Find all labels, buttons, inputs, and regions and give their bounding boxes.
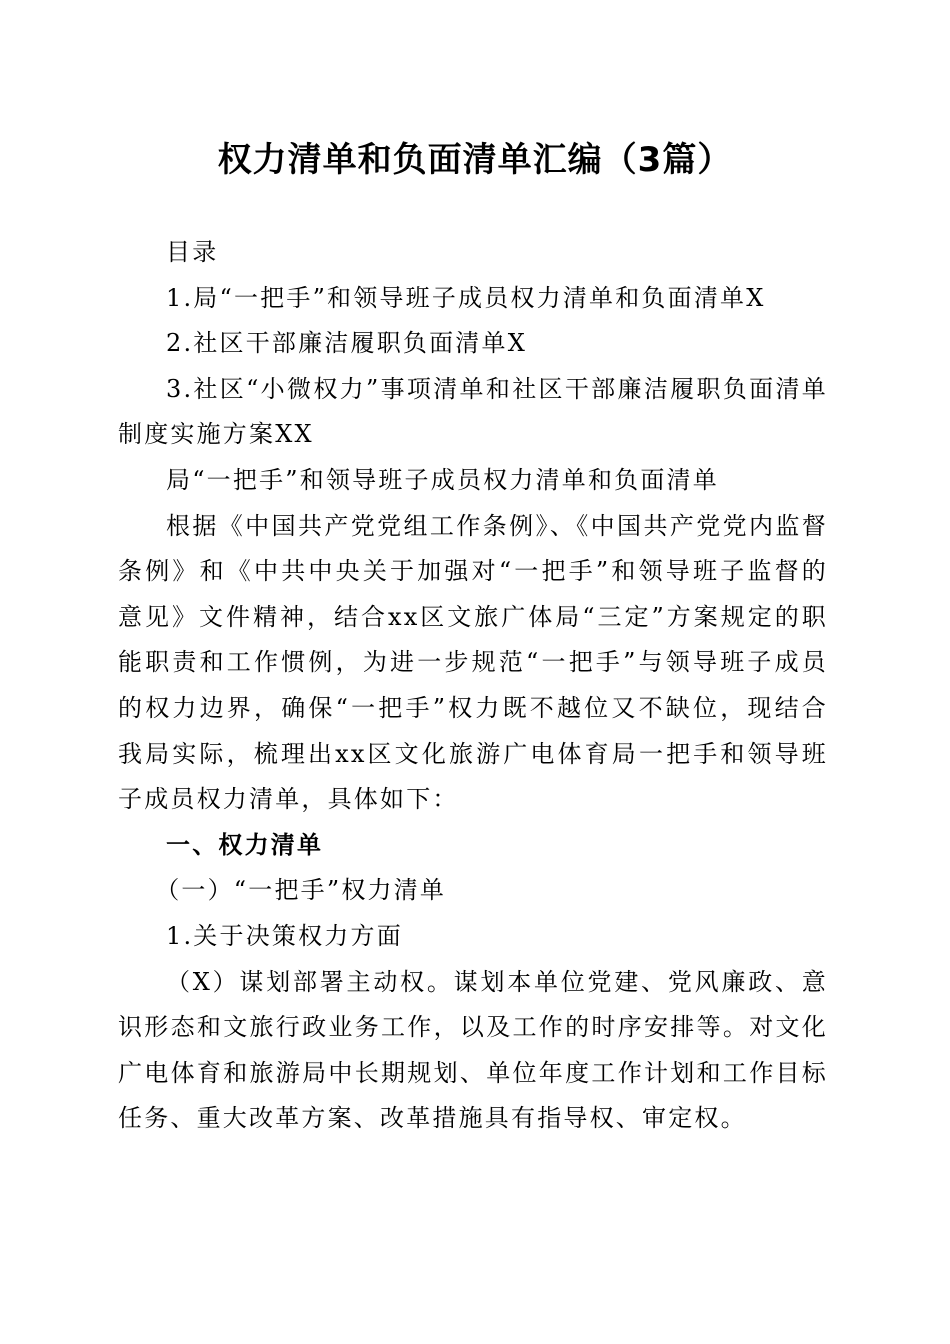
body-paragraph: （X）谋划部署主动权。谋划本单位党建、党风廉政、意识形态和文旅行政业务工作，以及工作的时序安排等。对文化广电体育和旅游局中长期规划、单位年度工作计划和工作目标任务、重大改革方案、改革措施具有指导权、审定权。 — [118, 967, 828, 1133]
toc-label: 目录 — [166, 238, 219, 266]
document-body — [118, 230, 828, 1142]
heading-decision-power: 1.关于决策权力方面 — [166, 921, 403, 950]
toc-item-1: 1.局“一把手”和领导班子成员权力清单和负面清单X — [166, 283, 766, 312]
intro-paragraph: 根据《中国共产党党组工作条例》、《中国共产党党内监督条例》和《中共中央关于加强对“一把手”和领导班子监督的意见》文件精神，结合xx区文旅广体局“三定”方案规定的职能职责和工作惯例，为进一步规范“一把手”与领导班子成员的权力边界，确保“一把手”权力既不越位又不缺位，现结合我局实际，梳理出xx区文化旅游广电体育局一把手和领导班子成员权力清单，具体如下： — [118, 511, 828, 814]
heading-leader-power-list: （一）“一把手”权力清单 — [155, 876, 447, 905]
toc-item-3: 3.社区“小微权力”事项清单和社区干部廉洁履职负面清单制度实施方案XX — [118, 374, 828, 449]
toc-item-2: 2.社区干部廉洁履职负面清单X — [166, 329, 527, 358]
section-title: 局“一把手”和领导班子成员权力清单和负面清单 — [166, 465, 719, 494]
document-title: 权力清单和负面清单汇编（3篇） — [217, 140, 733, 180]
heading-power-list: 一、权力清单 — [166, 830, 324, 859]
